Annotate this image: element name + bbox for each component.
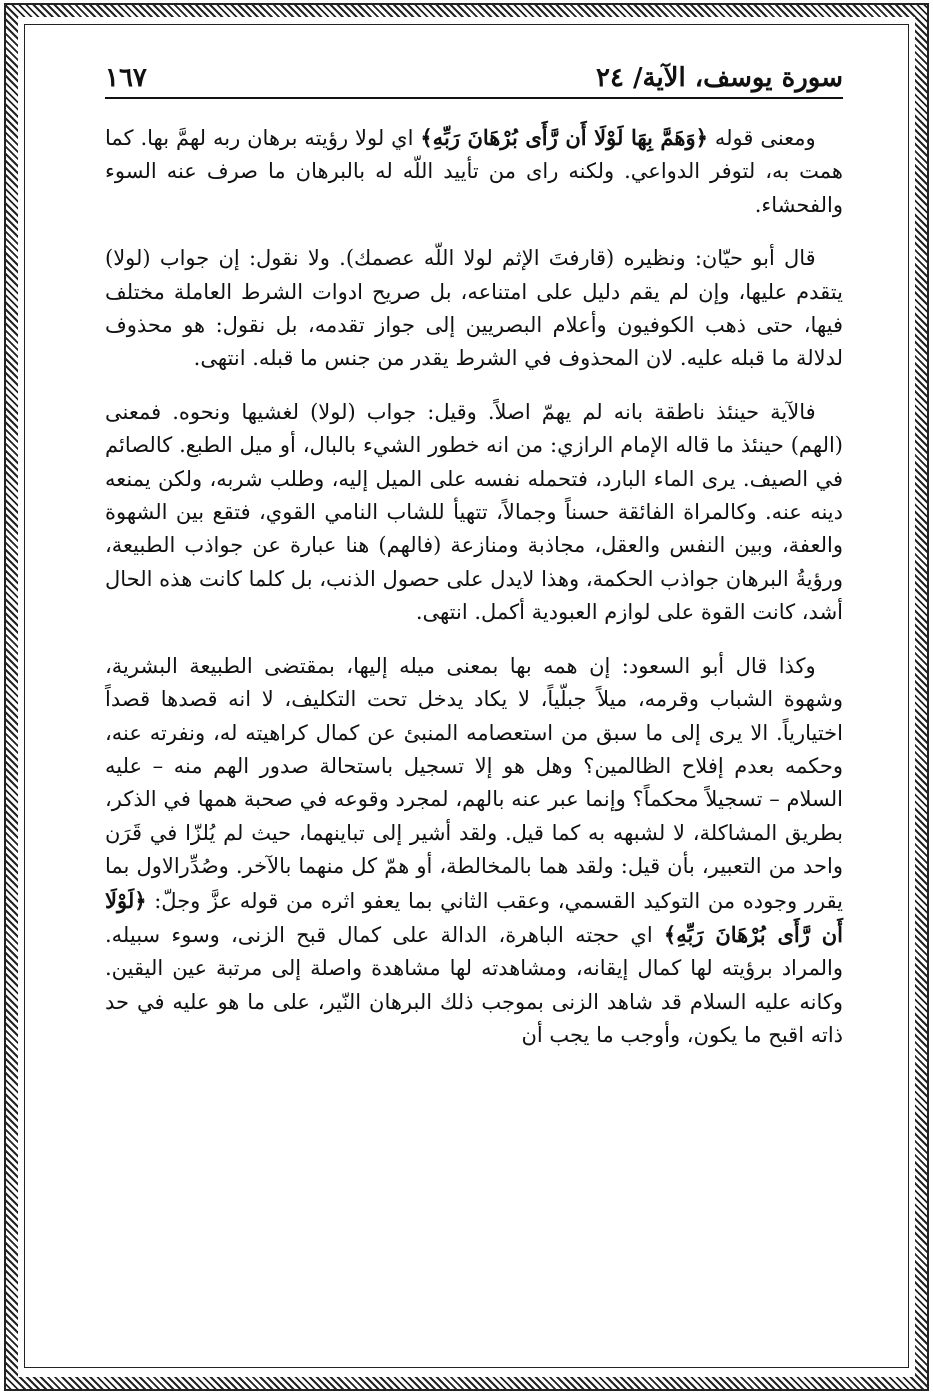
page-header xyxy=(105,55,843,99)
paragraph-4-text-before: وكذا قال أبو السعود: إن همه بها بمعنى ميله إليها، بمقتضى الطبيعة البشرية، وشهوة الشباب وقرمه، ميلاً جبلّياً، لا يكاد يدخل تحت التكليف، لا انه قصدها قصداً اختيارياً. الا يرى إلى ما سبق من استعصامه المنبئ عن كمال كراهيته له، ونفرته عنه، وحكمه بعدم إفلاح الظالمين؟ وهل هو إلا تسجيل باستحالة صدور الهم منه – عليه السلام – تسجيلاً محكماً؟ وإنما عبر عنه بالهم، لمجرد وقوعه في صحبة همها في الذكر، بطريق المشاكلة، لا لشبهه به كما قيل. ولقد أشير إلى تباينهما، حيث لم يُلزّا في قَرَن واحد من التعبير، بأن قيل: ولقد هما بالمخالطة، أو همّ كل منهما بالآخر. وصُدِّرالاول بما يقرر وجوده من التوكيد القسمي، وعقب الثاني بما يعفو اثره من قوله عزَّ وجلّ: xyxy=(105,653,843,913)
paragraph-3: فالآية حينئذ ناطقة بانه لم يهمّ اصلاً. وقيل: جواب (لولا) لغشيها ونحوه. فمعنى (الهم) حينئذ ما قاله الإمام الرازي: من انه خطور الشيء بالبال، أو ميل الطبع. كالصائم في الصيف. يرى الماء البارد، فتحمله نفسه على الميل إليه، وطلب شربه، ولكن يمنعه دينه عنه. وكالمراة الفائقة حسناً وجمالاً، تتهيأ للشاب النامي القوي، فتقع بين الشهوة والعفة، وبين النفس والعقل، مجاذبة ومنازعة (فالهم) هنا عبارة عن جواذب الطبيعة، ورؤيةُ البرهان جواذب الحكمة، وهذا لايدل على حصول الذنب، بل كلما كانت هذه الحال أشد، كانت القوة على لوازم العبودية أكمل. انتهى. xyxy=(105,399,843,625)
paragraph-1-text-after: اي لولا رؤيته برهان ربه لهمَّ بها. كما همت به، لتوفر الدواعي. ولكنه راى من تأييد اللّه له بالبرهان ما صرف عنه السوء والفحشاء. xyxy=(105,126,844,217)
paragraph-1 xyxy=(105,121,843,222)
paragraph-4 xyxy=(105,650,843,1053)
paragraph-2: قال أبو حيّان: ونظيره (قارفتَ الإثم لولا اللّه عصمك). ولا نقول: إن جواب (لولا) يتقدم عليها، وإن لم يقم دليل على امتناعه، بل صريح ادوات الشرط العاملة مختلف فيها، حتى ذهب الكوفيون وأعلام البصريين إلى جواز تقدمه، بل نقول: هو محذوف لدلالة ما قبله عليه. لان المحذوف في الشرط يقدر من جنس ما قبله. انتهى. xyxy=(105,246,843,371)
book-page xyxy=(105,55,843,1355)
paragraph-4-text-after: اي حجته الباهرة، الدالة على كمال قبح الزنى، وسوء سبيله. والمراد برؤيته لها كمال إيقانه، ومشاهدته لها مشاهدة واصلة إلى مرتبة عين اليقين. وكانه عليه السلام قد شاهد الزنى بموجب ذلك البرهان النّير، على ما هو عليه في حد ذاته اقبح ما يكون، وأوجب ما يجب أن xyxy=(105,922,843,1048)
paragraph-1-text-before: ومعنى قوله xyxy=(707,126,816,150)
running-title: سورة يوسف، الآية/ ٢٤ xyxy=(596,63,843,93)
page-body xyxy=(105,121,843,1053)
quran-quote: ﴿وَهَمَّ بِهَا لَوْلَا أَن رَّأَى بُرْهَانَ رَبِّهِ﴾ xyxy=(420,125,708,150)
page-number: ١٦٧ xyxy=(105,63,147,93)
quran-quote: ﴿لَوْلَا أَن رَّأَى بُرْهَانَ رَبِّهِ﴾ xyxy=(105,887,843,947)
